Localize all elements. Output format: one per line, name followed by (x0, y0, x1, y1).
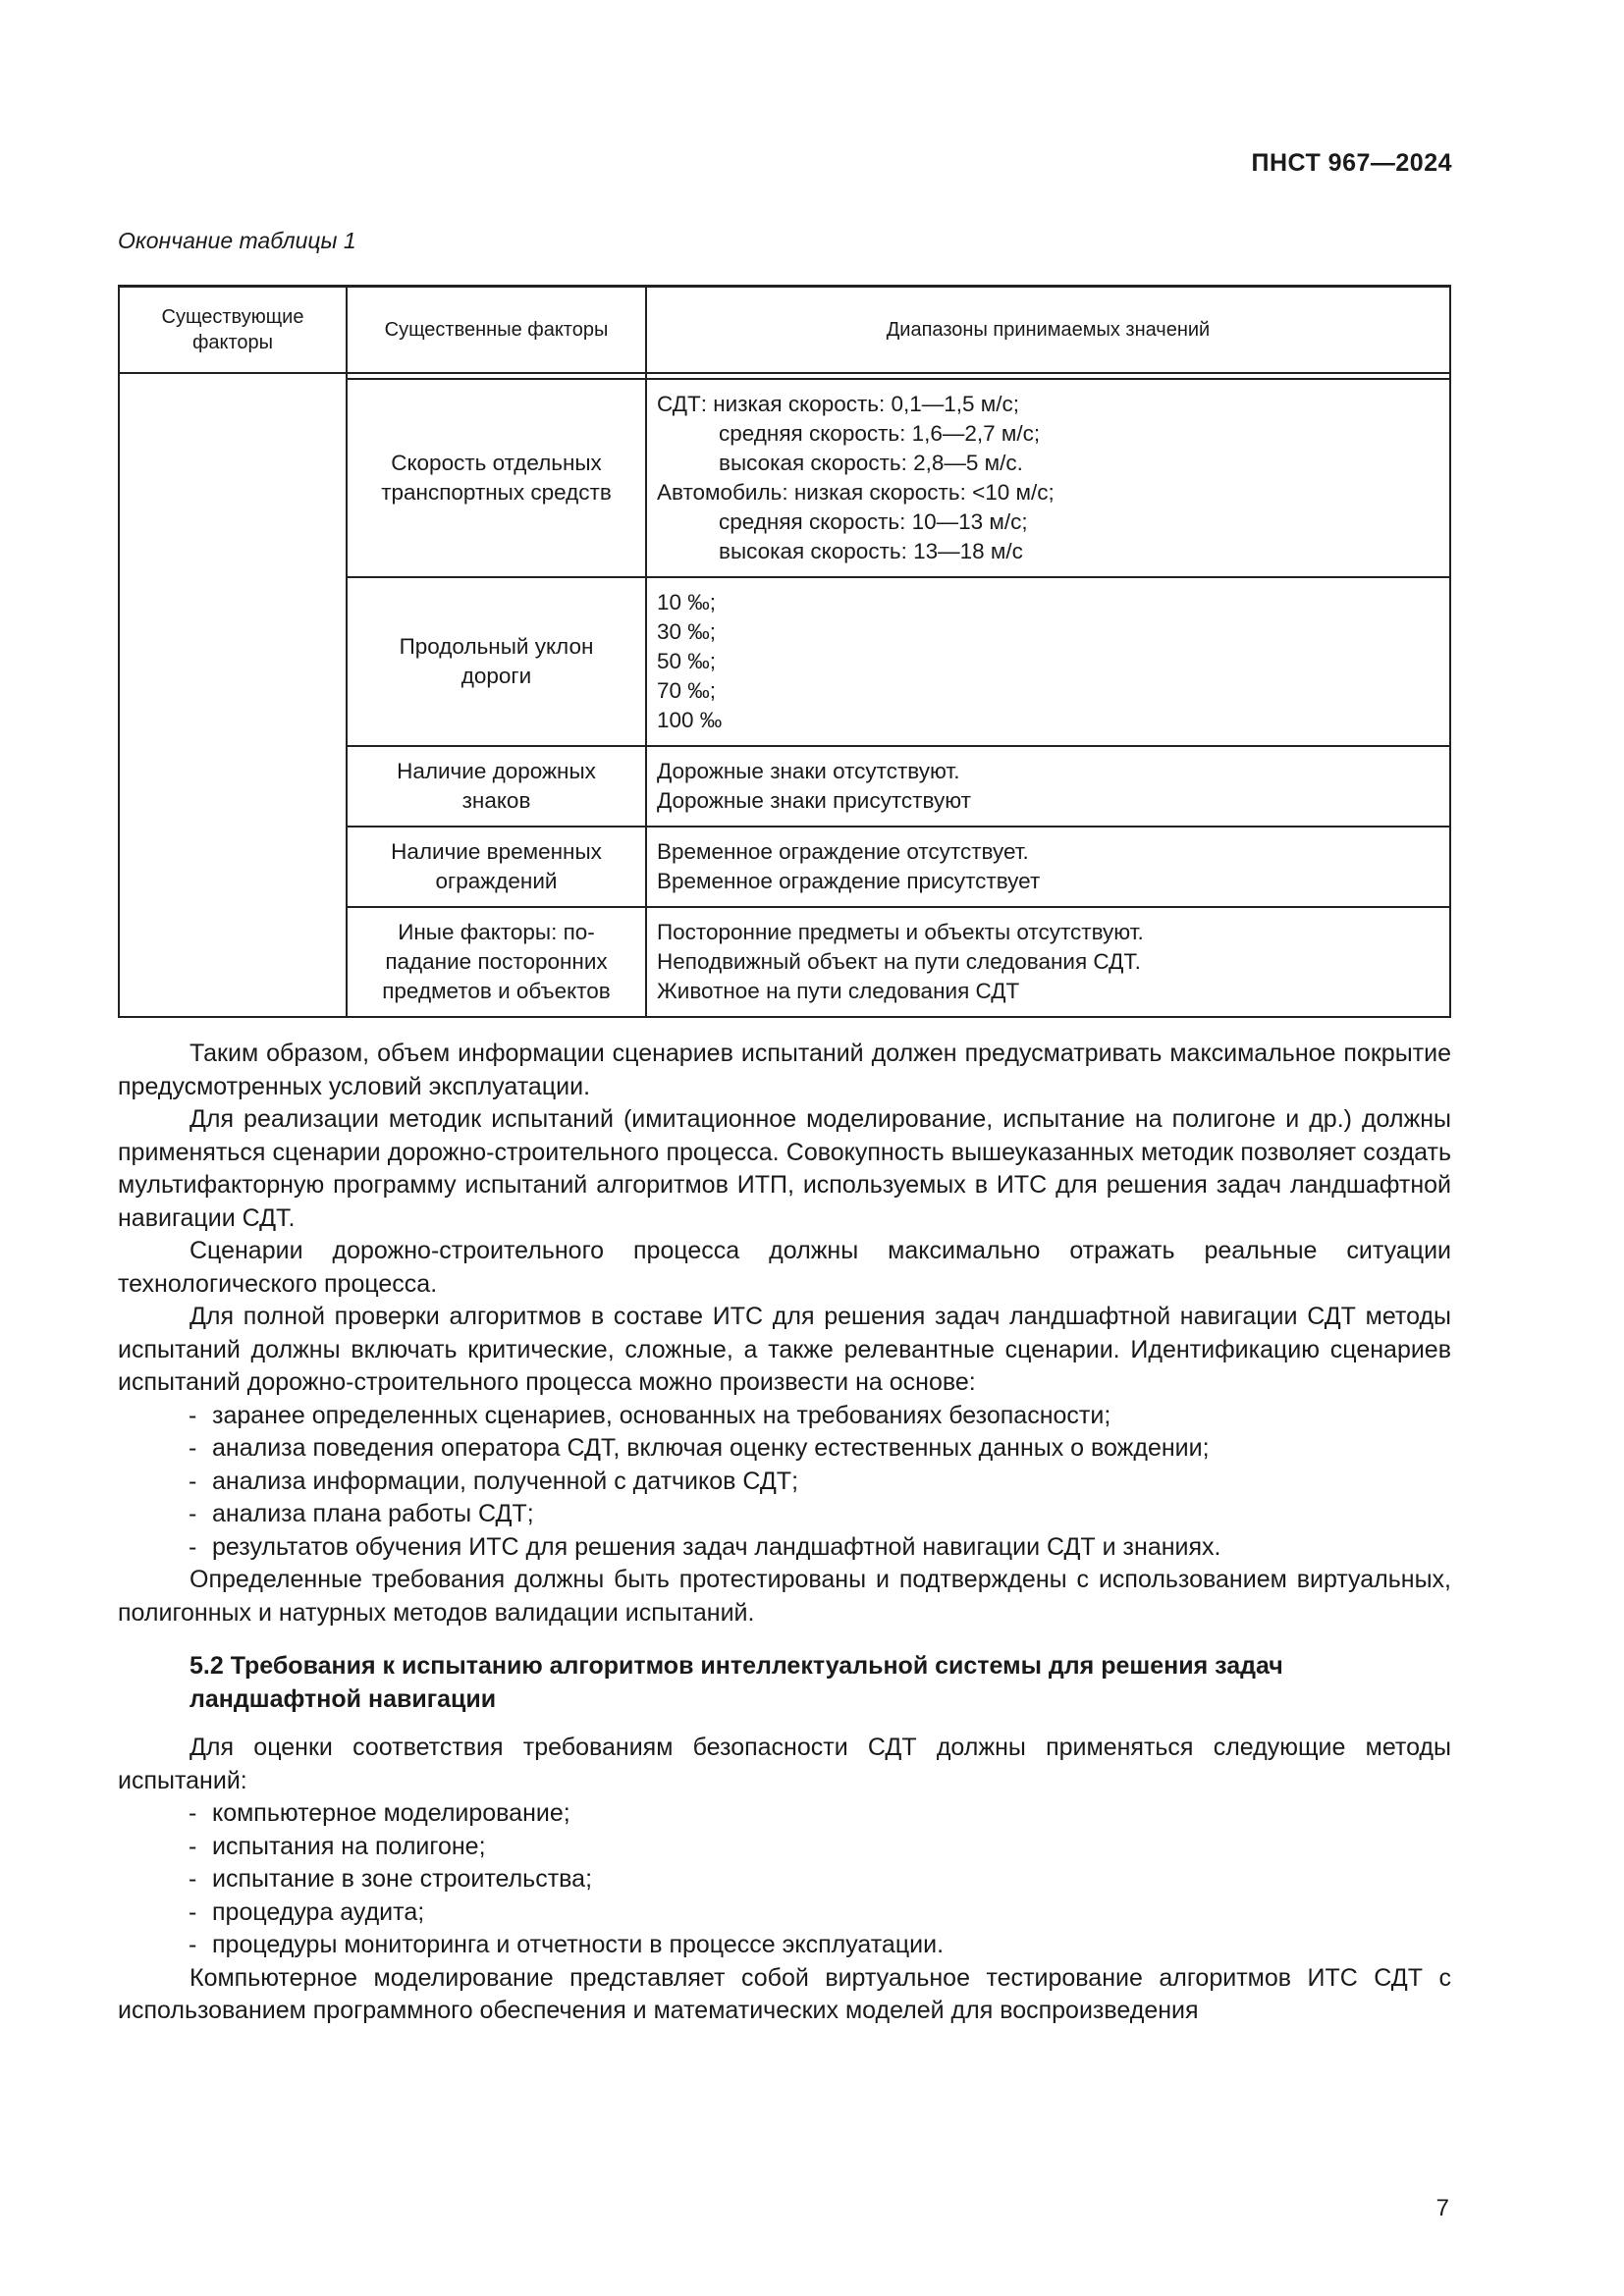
factor-cell (347, 577, 646, 746)
factor-line: дороги (460, 664, 532, 688)
range-line: 100 ‰ (657, 708, 723, 732)
list-marker: - (189, 1532, 197, 1561)
factor-line: падание посторонних (385, 949, 608, 974)
range-line: Автомобиль: низкая скорость: <10 м/с; (657, 480, 1055, 505)
paragraph: Компьютерное моделирование представляет собой виртуальное тестирование алгоритмов ИТС СДТ с использованием программного обеспечения и математических моделей для воспроизведения (118, 1963, 1451, 2024)
paragraph: Для оценки соответствия требованиям безопасности СДТ должны применяться следующие методы испытаний: (118, 1734, 1451, 1794)
paragraph: Сценарии дорожно-строительного процесса должны максимально отражать реальные ситуации технологического процесса. (118, 1237, 1451, 1298)
factor-cell (347, 379, 646, 577)
list-item (118, 1466, 1451, 1499)
list-item-text: анализа информации, полученной с датчиков СДТ; (212, 1467, 799, 1495)
document-code: ПНСТ 967—2024 (1251, 149, 1452, 177)
factor-line: Продольный уклон (399, 634, 594, 659)
list-marker: - (189, 1500, 197, 1527)
range-cell (646, 577, 1450, 746)
range-line: 50 ‰; (657, 649, 717, 673)
factor-line: транспортных средств (381, 480, 612, 505)
list-marker: - (189, 1897, 197, 1926)
list-item-text: испытания на полигоне; (212, 1832, 486, 1860)
factor-cell (347, 827, 646, 907)
range-line: средняя скорость: 1,6—2,7 м/с; (719, 421, 1041, 446)
table-caption: Окончание таблицы 1 (118, 228, 356, 253)
list-item (118, 1531, 1451, 1565)
list-item-text: процедуры мониторинга и отчетности в процессе эксплуатации. (212, 1931, 945, 1958)
table-header-existing-factors (119, 287, 347, 374)
list-item-text: анализа поведения оператора СДТ, включая оценку естественных данных о вождении; (212, 1434, 1210, 1462)
section-heading (118, 1649, 1451, 1716)
range-line: 30 ‰; (657, 619, 717, 644)
range-line: Животное на пути следования СДТ (657, 979, 1020, 1003)
table-header-essential-factors: Существенные факторы (347, 287, 646, 374)
list-marker: - (189, 1434, 197, 1462)
table-header-row (119, 287, 1450, 374)
list-item (118, 1929, 1451, 1962)
paragraph: Таким образом, объем информации сценариев испытаний должен предусматривать максимальное покрытие предусмотренных условий эксплуатации. (118, 1040, 1451, 1100)
range-line: Дорожные знаки отсутствуют. (657, 759, 960, 783)
section-heading-line: ландшафтной навигации (189, 1685, 497, 1713)
list-item-text: анализа плана работы СДТ; (212, 1500, 534, 1527)
list-item (118, 1432, 1451, 1466)
factor-line: Наличие временных (391, 839, 602, 864)
header-col1-line2: факторы (191, 332, 274, 353)
range-line: Временное ограждение отсутствует. (657, 839, 1029, 864)
section-heading-line: 5.2 Требования к испытанию алгоритмов интеллектуальной системы для решения задач (189, 1652, 1283, 1680)
factor-line: ограждений (435, 869, 558, 893)
range-cell (646, 827, 1450, 907)
factor-line: предметов и объектов (382, 979, 611, 1003)
range-line: высокая скорость: 13—18 м/с (719, 539, 1023, 563)
list-item-text: испытание в зоне строительства; (212, 1865, 593, 1893)
table-header-value-ranges: Диапазоны принимаемых значений (646, 287, 1450, 374)
factor-line: Наличие дорожных (397, 759, 596, 783)
factors-table (118, 285, 1451, 1018)
range-cell (646, 379, 1450, 577)
list-item (118, 1400, 1451, 1433)
factor-line: знаков (461, 788, 531, 813)
list-marker: - (189, 1931, 197, 1958)
range-line: Посторонние предметы и объекты отсутствуют. (657, 920, 1144, 944)
range-cell (646, 746, 1450, 827)
range-line: СДТ: низкая скорость: 0,1—1,5 м/с; (657, 392, 1020, 416)
body-text (118, 1038, 1451, 2028)
list-item (118, 1831, 1451, 1864)
factor-line: Скорость отдельных (391, 451, 602, 475)
factor-cell (347, 746, 646, 827)
list-marker: - (189, 1799, 197, 1827)
list-item (118, 1797, 1451, 1831)
list-item (118, 1896, 1451, 1930)
paragraph: Определенные требования должны быть протестированы и подтверждены с использованием виртуальных, полигонных и натурных методов валидации испытаний. (118, 1566, 1451, 1627)
list-marker: - (189, 1832, 197, 1860)
page-number: 7 (1435, 2195, 1449, 2221)
list-marker: - (189, 1467, 197, 1495)
range-line: 70 ‰; (657, 678, 717, 703)
list-item (118, 1863, 1451, 1896)
range-line: средняя скорость: 10—13 м/с; (719, 509, 1028, 534)
paragraph: Для полной проверки алгоритмов в составе ИТС для решения задач ландшафтной навигации СДТ методы испытаний должны включать критические, сложные, а также релевантные сценарии. Идентификацию сценариев испытаний дорожно-строительного процесса можно произвести на основе: (118, 1303, 1451, 1396)
list-item (118, 1498, 1451, 1531)
range-line: Дорожные знаки присутствуют (657, 788, 971, 813)
range-cell (646, 907, 1450, 1017)
list-item-text: компьютерное моделирование; (212, 1799, 570, 1827)
table-row (119, 379, 1450, 577)
paragraph: Для реализации методик испытаний (имитационное моделирование, испытание на полигоне и др.) должны применяться сценарии дорожно-строительного процесса. Совокупность вышеуказанных методик позволяет создать мультифакторную программу испытаний алгоритмов ИТП, используемых в ИТС для решения задач ландшафтной навигации СДТ. (118, 1105, 1451, 1232)
list-marker: - (189, 1401, 197, 1429)
range-line: 10 ‰; (657, 590, 717, 614)
existing-factors-cell (119, 379, 347, 1017)
range-line: Неподвижный объект на пути следования СДТ. (657, 949, 1141, 974)
list-item-text: процедура аудита; (212, 1897, 425, 1926)
list-item-text: результатов обучения ИТС для решения задач ландшафтной навигации СДТ и знаниях. (212, 1532, 1221, 1561)
range-line: Временное ограждение присутствует (657, 869, 1041, 893)
list-marker: - (189, 1865, 197, 1893)
factor-cell (347, 907, 646, 1017)
range-line: высокая скорость: 2,8—5 м/с. (719, 451, 1023, 475)
list-item-text: заранее определенных сценариев, основанных на требованиях безопасности; (212, 1401, 1111, 1429)
header-col1-line1: Существующие (161, 306, 304, 328)
factor-line: Иные факторы: по- (398, 920, 595, 944)
